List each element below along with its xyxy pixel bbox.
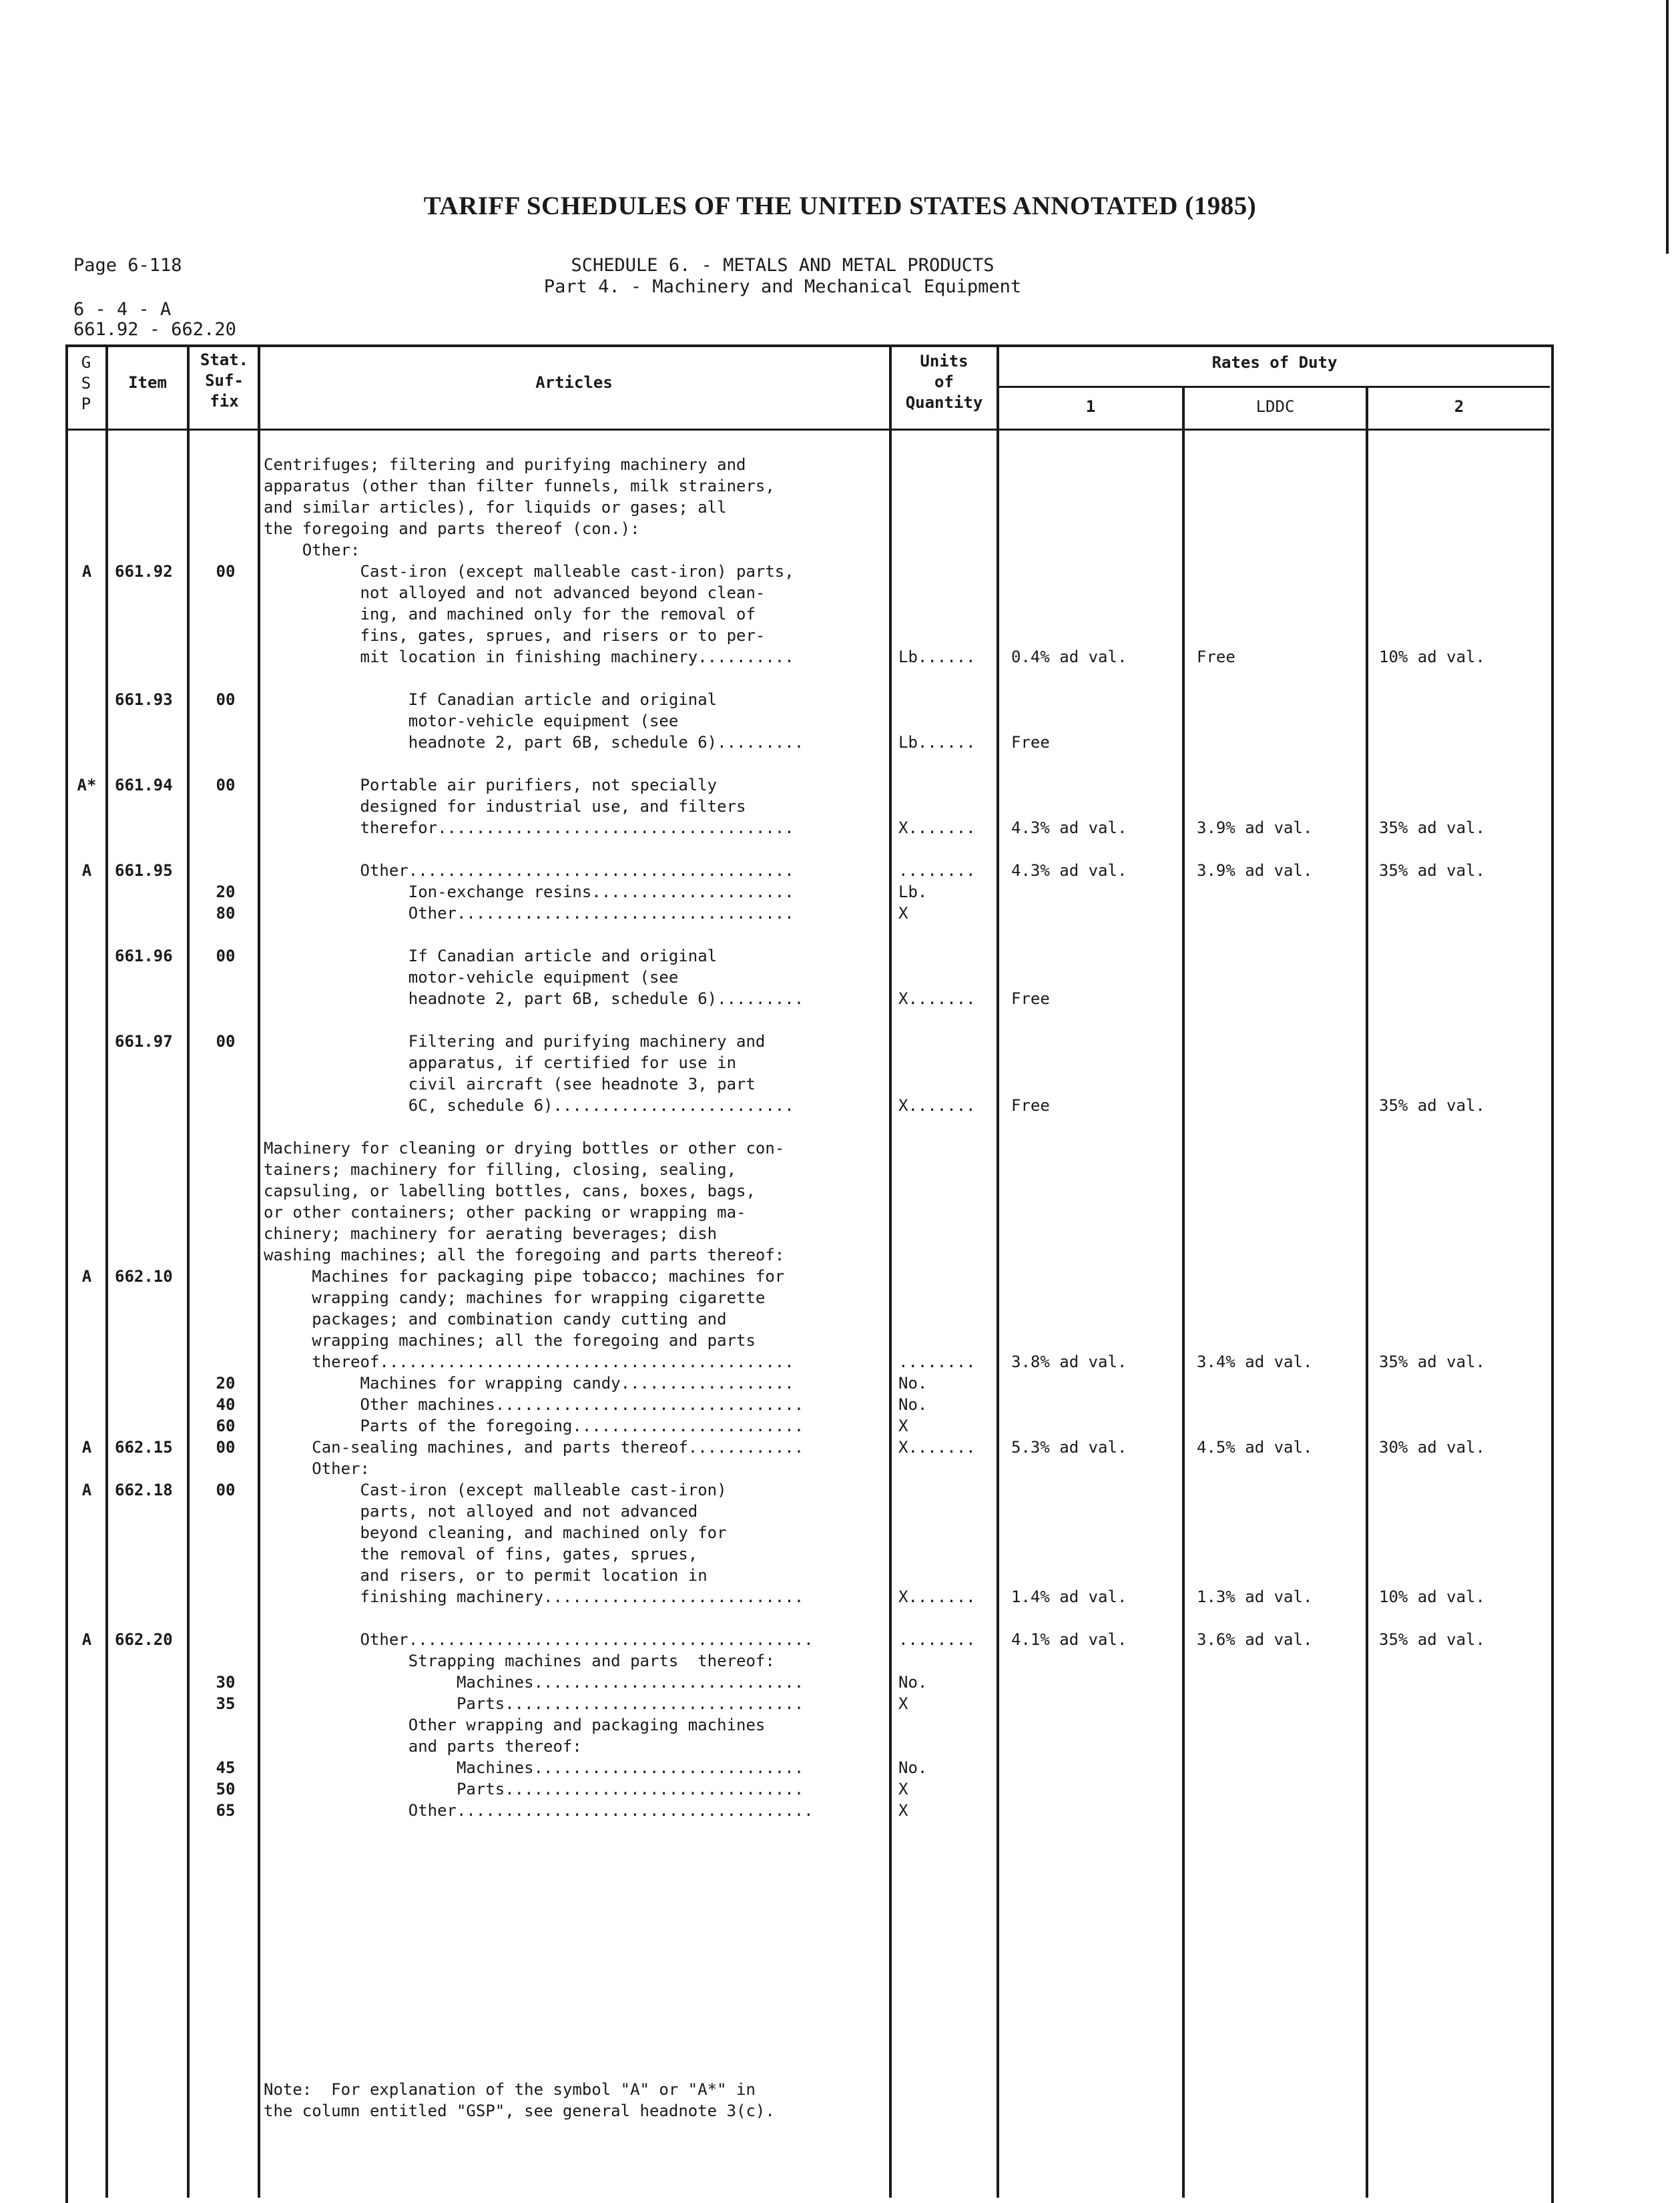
article-line: chinery; machinery for aerating beverages; dish — [264, 1224, 718, 1243]
item-range: 661.92 - 662.20 — [73, 319, 236, 340]
article-line: Other........................................ — [264, 861, 794, 880]
unit-of-quantity: No. — [898, 1758, 928, 1777]
stat-suffix: 00 — [216, 1032, 236, 1051]
gsp-code: A — [81, 562, 92, 581]
item-number: 662.15 — [115, 1438, 173, 1457]
article-line: finishing machinery........................... — [264, 1587, 804, 1606]
item-number: 661.95 — [115, 861, 173, 880]
article-line: the foregoing and parts thereof (con.): — [264, 519, 640, 538]
rate-col2: 35% ad val. — [1379, 861, 1485, 880]
article-line: fins, gates, sprues, and risers or to per- — [264, 626, 766, 645]
article-line: the removal of fins, gates, sprues, — [264, 1545, 698, 1563]
rate-ldcc: 3.9% ad val. — [1197, 818, 1313, 837]
article-line: civil aircraft (see headnote 3, part — [264, 1075, 756, 1093]
item-number: 661.92 — [115, 562, 173, 581]
header-bottom-line — [67, 429, 1550, 431]
article-line: Cast-iron (except malleable cast-iron) parts, — [264, 562, 794, 581]
article-line: therefor..................................... — [264, 818, 794, 837]
stat-suffix: 00 — [216, 1481, 236, 1499]
article-line: 6C, schedule 6)......................... — [264, 1096, 794, 1115]
col-divider-units — [997, 346, 999, 2198]
article-line: thereof........................................... — [264, 1353, 794, 1371]
rate-col1: 4.1% ad val. — [1011, 1630, 1127, 1649]
article-line: designed for industrial use, and filters — [264, 797, 746, 816]
rate-col2: 10% ad val. — [1379, 648, 1485, 666]
unit-of-quantity: X — [898, 1780, 908, 1798]
gsp-footnote: Note: For explanation of the symbol "A" or "A*" in the column entitled "GSP", see general headnote 3(c). — [264, 2080, 775, 2120]
article-line: ing, and machined only for the removal of — [264, 605, 756, 624]
gsp-code: A* — [77, 776, 97, 794]
article-line: and risers, or to permit location in — [264, 1566, 708, 1585]
unit-of-quantity: Lb...... — [898, 648, 976, 666]
article-line: washing machines; all the foregoing and parts thereof: — [264, 1246, 785, 1264]
rate-col2: 30% ad val. — [1379, 1438, 1485, 1457]
stat-suffix: 45 — [216, 1758, 236, 1777]
stat-suffix: 00 — [216, 776, 236, 794]
article-line: Can-sealing machines, and parts thereof............ — [264, 1438, 804, 1457]
article-line: tainers; machinery for filling, closing, sealing, — [264, 1160, 737, 1179]
rate-ldcc: Free — [1197, 648, 1235, 666]
article-line: headnote 2, part 6B, schedule 6)......... — [264, 989, 804, 1008]
stat-suffix: 80 — [216, 904, 236, 923]
article-line: packages; and combination candy cutting and — [264, 1310, 727, 1328]
article-line: Centrifuges; filtering and purifying machinery and — [264, 455, 746, 474]
rates-subheader-line — [998, 386, 1550, 388]
rate-col1: 4.3% ad val. — [1011, 818, 1127, 837]
gsp-code: A — [81, 861, 92, 880]
unit-of-quantity: No. — [898, 1374, 928, 1393]
unit-of-quantity: X — [898, 1694, 908, 1713]
article-line: Filtering and purifying machinery and — [264, 1032, 766, 1051]
document-title: TARIFF SCHEDULES OF THE UNITED STATES ANNOTATED (1985) — [423, 192, 1257, 220]
schedule-heading: SCHEDULE 6. - METALS AND METAL PRODUCTS — [571, 255, 995, 276]
unit-of-quantity: X....... — [898, 1096, 976, 1115]
article-line: Machines for wrapping candy.................. — [264, 1374, 794, 1393]
unit-of-quantity: X....... — [898, 989, 976, 1008]
article-line: wrapping machines; all the foregoing and parts — [264, 1331, 756, 1350]
header-rates-of-duty: Rates of Duty — [1211, 353, 1338, 372]
article-line: Cast-iron (except malleable cast-iron) — [264, 1481, 727, 1499]
header-item: Item — [128, 373, 167, 392]
item-number: 662.10 — [115, 1267, 173, 1286]
stat-suffix: 40 — [216, 1395, 236, 1414]
article-line: Machines............................ — [264, 1673, 804, 1692]
unit-of-quantity: Lb. — [898, 883, 928, 901]
article-line: and parts thereof: — [264, 1737, 582, 1756]
article-line: wrapping candy; machines for wrapping cigarette — [264, 1288, 766, 1307]
article-line: capsuling, or labelling bottles, cans, boxes, bags, — [264, 1182, 756, 1200]
stat-suffix: 30 — [216, 1673, 236, 1692]
header-stat-suffix: Stat. Suf- fix — [200, 350, 249, 411]
part-heading: Part 4. - Machinery and Mechanical Equipment — [543, 276, 1022, 297]
article-line: apparatus, if certified for use in — [264, 1053, 737, 1072]
rate-col1: Free — [1011, 989, 1050, 1008]
article-line: If Canadian article and original — [264, 690, 718, 709]
stat-suffix: 60 — [216, 1417, 236, 1435]
col-divider-gsp — [105, 346, 108, 2198]
rate-col1: 3.8% ad val. — [1011, 1353, 1127, 1371]
unit-of-quantity: X — [898, 1801, 908, 1820]
gsp-code: A — [81, 1630, 92, 1649]
unit-of-quantity: No. — [898, 1395, 928, 1414]
section-code: 6 - 4 - A — [73, 299, 172, 320]
rate-ldcc: 4.5% ad val. — [1197, 1438, 1313, 1457]
item-number: 661.94 — [115, 776, 173, 794]
unit-of-quantity: X....... — [898, 1438, 976, 1457]
article-line: Other: — [264, 541, 360, 559]
item-number: 661.93 — [115, 690, 173, 709]
stat-suffix: 20 — [216, 1374, 236, 1393]
header-rate-col1: 1 — [1085, 397, 1096, 416]
article-line: beyond cleaning, and machined only for — [264, 1523, 727, 1542]
article-line: motor-vehicle equipment (see — [264, 712, 679, 730]
article-line: Other..................................... — [264, 1801, 814, 1820]
article-line: not alloyed and not advanced beyond clean- — [264, 583, 766, 602]
article-line: Parts............................... — [264, 1780, 804, 1798]
article-line: Other machines................................ — [264, 1395, 804, 1414]
article-line: Machines for packaging pipe tobacco; machines for — [264, 1267, 785, 1286]
rate-ldcc: 3.6% ad val. — [1197, 1630, 1313, 1649]
article-line: Other................................... — [264, 904, 794, 923]
rate-col2: 35% ad val. — [1379, 1630, 1485, 1649]
unit-of-quantity: ........ — [898, 1353, 976, 1371]
header-units: Units of Quantity — [905, 352, 983, 412]
rate-col1: Free — [1011, 1096, 1050, 1115]
article-line: Parts............................... — [264, 1694, 804, 1713]
rate-ldcc: 3.4% ad val. — [1197, 1353, 1313, 1371]
col-divider-articles — [889, 346, 892, 2198]
rate-col2: 10% ad val. — [1379, 1587, 1485, 1606]
unit-of-quantity: Lb...... — [898, 733, 976, 752]
article-line: or other containers; other packing or wrapping ma- — [264, 1203, 746, 1222]
item-number: 661.96 — [115, 947, 173, 965]
stat-suffix: 35 — [216, 1694, 236, 1713]
rate-col2: 35% ad val. — [1379, 1353, 1485, 1371]
gsp-code: A — [81, 1438, 92, 1457]
unit-of-quantity: X....... — [898, 1587, 976, 1606]
article-line: Portable air purifiers, not specially — [264, 776, 718, 794]
stat-suffix: 00 — [216, 947, 236, 965]
header-gsp: G S P — [81, 353, 91, 413]
article-line: Other wrapping and packaging machines — [264, 1716, 766, 1734]
article-line: mit location in finishing machinery.......... — [264, 648, 794, 666]
article-line: and similar articles), for liquids or gases; all — [264, 498, 727, 517]
article-line: motor-vehicle equipment (see — [264, 968, 679, 987]
rate-col2: 35% ad val. — [1379, 1096, 1485, 1115]
col-divider-rate1 — [1182, 386, 1185, 2198]
stat-suffix: 00 — [216, 690, 236, 709]
rate-ldcc: 3.9% ad val. — [1197, 861, 1313, 880]
article-line: headnote 2, part 6B, schedule 6)......... — [264, 733, 804, 752]
article-line: parts, not alloyed and not advanced — [264, 1502, 698, 1521]
article-line: If Canadian article and original — [264, 947, 718, 965]
item-number: 662.20 — [115, 1630, 173, 1649]
unit-of-quantity: ........ — [898, 1630, 976, 1649]
rate-col1: 5.3% ad val. — [1011, 1438, 1127, 1457]
article-line: Parts of the foregoing........................ — [264, 1417, 804, 1435]
col-divider-ldcc — [1366, 386, 1368, 2198]
header-articles: Articles — [535, 373, 613, 392]
article-line: Strapping machines and parts thereof: — [264, 1652, 775, 1670]
stat-suffix: 50 — [216, 1780, 236, 1798]
rate-col1: Free — [1011, 733, 1050, 752]
stat-suffix: 00 — [216, 562, 236, 581]
unit-of-quantity: No. — [898, 1673, 928, 1692]
col-divider-item — [187, 346, 190, 2198]
col-divider-suffix — [258, 346, 260, 2198]
article-line: Machines............................ — [264, 1758, 804, 1777]
unit-of-quantity: ........ — [898, 861, 976, 880]
article-line: Ion-exchange resins..................... — [264, 883, 794, 901]
article-line: Other: — [264, 1459, 370, 1478]
rate-ldcc: 1.3% ad val. — [1197, 1587, 1313, 1606]
article-line: Machinery for cleaning or drying bottles or other con- — [264, 1139, 785, 1158]
article-line: Other.......................................... — [264, 1630, 814, 1649]
unit-of-quantity: X....... — [898, 818, 976, 837]
rate-col1: 4.3% ad val. — [1011, 861, 1127, 880]
gsp-code: A — [81, 1267, 92, 1286]
item-number: 662.18 — [115, 1481, 173, 1499]
stat-suffix: 20 — [216, 883, 236, 901]
rate-col1: 0.4% ad val. — [1011, 648, 1127, 666]
unit-of-quantity: X — [898, 904, 908, 923]
rate-col2: 35% ad val. — [1379, 818, 1485, 837]
stat-suffix: 00 — [216, 1438, 236, 1457]
header-rate-col2: 2 — [1454, 397, 1464, 416]
stat-suffix: 65 — [216, 1801, 236, 1820]
gsp-code: A — [81, 1481, 92, 1499]
unit-of-quantity: X — [898, 1417, 908, 1435]
page-number: Page 6-118 — [73, 255, 182, 276]
item-number: 661.97 — [115, 1032, 173, 1051]
rate-col1: 1.4% ad val. — [1011, 1587, 1127, 1606]
header-ldcc: LDDC — [1255, 397, 1295, 416]
article-line: apparatus (other than filter funnels, milk strainers, — [264, 477, 775, 495]
